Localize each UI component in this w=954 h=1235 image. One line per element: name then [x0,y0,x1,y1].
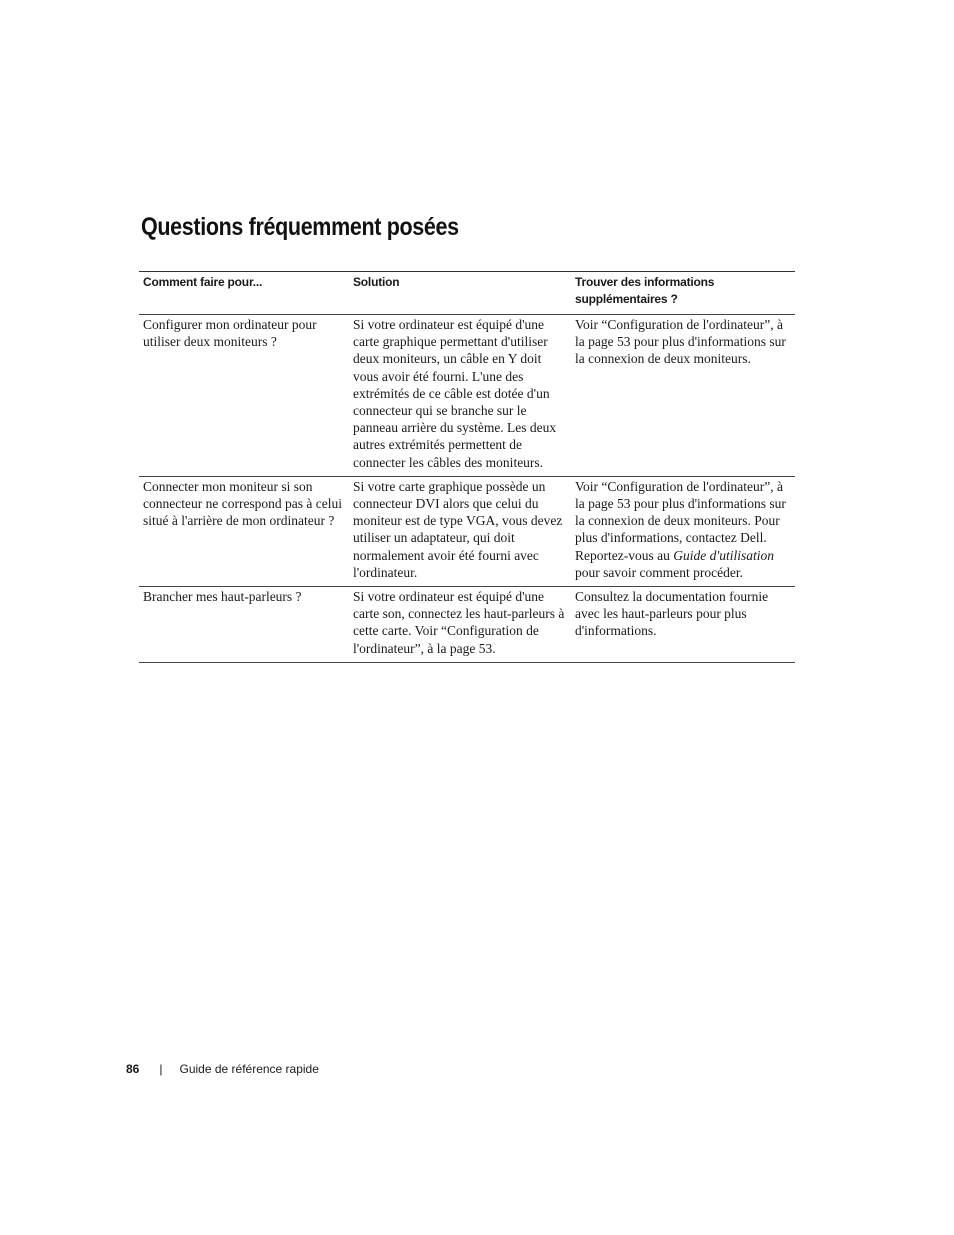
info-italic-text: Guide d'utilisation [673,547,774,563]
info-cell [571,587,795,663]
question-cell: Configurer mon ordinateur pour utiliser deux moniteurs ? [139,315,349,477]
page-title: Questions fréquemment posées [141,213,459,241]
header-more-info: Trouver des informations supplémentaires ? [571,272,795,315]
info-text: Voir “Configuration de l'ordinateur”, à la page 53 pour plus d'informations sur la connexion de deux moniteurs. [575,317,786,367]
question-cell: Brancher mes haut-parleurs ? [139,587,349,663]
info-cell [571,476,795,586]
solution-cell: Si votre carte graphique possède un connecteur DVI alors que celui du moniteur est de type VGA, vous devez utiliser un adaptateur, qui doit normalement avoir été fourni avec l'ordinateur. [349,476,571,586]
footer-separator: | [159,1062,163,1076]
header-how-to: Comment faire pour... [139,272,349,315]
info-cell [571,315,795,477]
faq-table [139,271,795,663]
table-row [139,476,795,586]
info-text: Consultez la documentation fournie avec les haut-parleurs pour plus d'informations. [575,589,769,639]
info-text: Voir “Configuration de l'ordinateur”, à la page 53 pour plus d'informations sur la connexion de deux moniteurs. Pour plus d'informations, contactez Dell. Reportez-vous au [575,478,786,563]
footer-doc-title: Guide de référence rapide [179,1062,319,1076]
question-cell: Connecter mon moniteur si son connecteur ne correspond pas à celui situé à l'arrière de mon ordinateur ? [139,476,349,586]
solution-cell: Si votre ordinateur est équipé d'une carte son, connectez les haut-parleurs à cette carte. Voir “Configuration de l'ordinateur”, à la page 53. [349,587,571,663]
table-header-row [139,272,795,315]
header-solution: Solution [349,272,571,315]
page-footer [126,1062,319,1076]
table-row [139,315,795,477]
table-row [139,587,795,663]
page-number: 86 [126,1062,140,1076]
info-text-after: pour savoir comment procéder. [575,564,743,580]
solution-cell: Si votre ordinateur est équipé d'une carte graphique permettant d'utiliser deux moniteurs, un câble en Y doit vous avoir été fourni. L'une des extrémités de ce câble est dotée d'un connecteur qui se branche sur le panneau arrière du système. Les deux autres extrémités permettent de connecter les câbles des moniteurs. [349,315,571,477]
